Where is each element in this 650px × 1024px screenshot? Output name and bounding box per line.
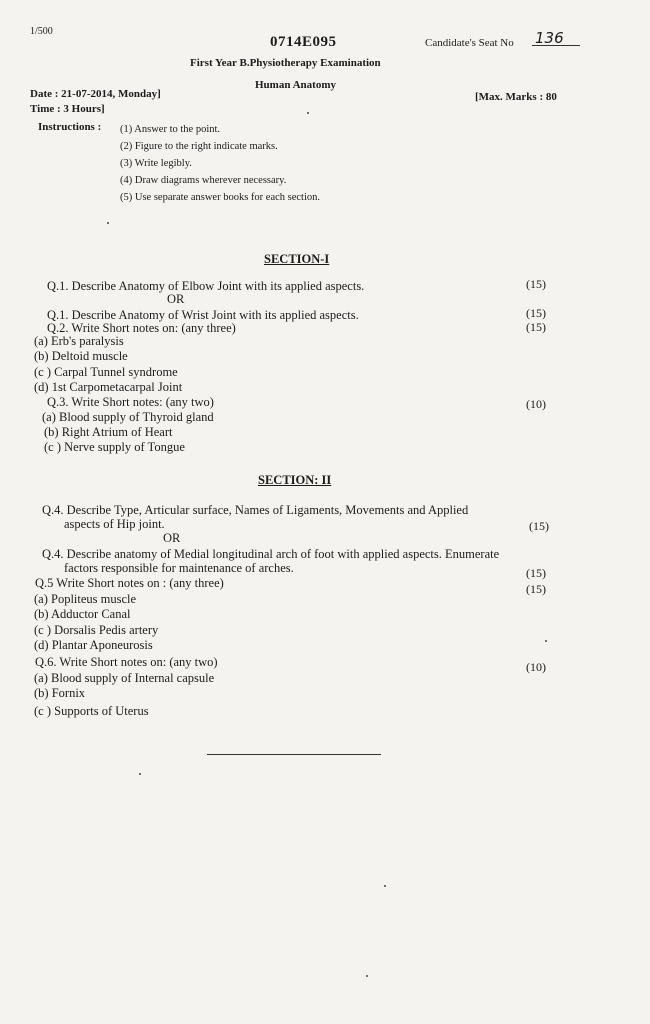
question-subitem: (a) Blood supply of Thyroid gland	[42, 410, 214, 424]
scan-speck	[107, 222, 109, 224]
end-rule	[207, 754, 381, 755]
page-number: 1/500	[30, 26, 53, 37]
instruction-item: (2) Figure to the right indicate marks.	[120, 141, 278, 152]
question-line: Q.2. Write Short notes on: (any three)	[47, 321, 236, 335]
question-subitem: (b) Right Atrium of Heart	[44, 425, 173, 439]
seat-number: 136	[535, 29, 564, 47]
question-subitem: (c ) Dorsalis Pedis artery	[34, 623, 159, 637]
scan-speck	[545, 640, 547, 642]
question-marks: (15)	[526, 566, 546, 580]
question-subitem: (b) Fornix	[34, 686, 86, 700]
instruction-item: (3) Write legibly.	[120, 158, 192, 169]
section-2-title: SECTION: II	[258, 473, 332, 487]
question-line: factors responsible for maintenance of arches.	[64, 561, 294, 575]
instruction-item: (1) Answer to the point.	[120, 124, 221, 135]
question-subitem: (b) Deltoid muscle	[34, 349, 128, 363]
question-marks: (10)	[526, 397, 546, 411]
question-subitem: (d) Plantar Aponeurosis	[34, 638, 153, 652]
seat-label: Candidate's Seat No	[425, 37, 514, 49]
exam-time: Time : 3 Hours]	[30, 103, 105, 115]
question-subitem: (b) Adductor Canal	[34, 607, 131, 621]
exam-date: Date : 21-07-2014, Monday]	[30, 88, 161, 100]
question-subitem: (c ) Nerve supply of Tongue	[44, 440, 185, 454]
question-subitem: (a) Erb's paralysis	[34, 334, 124, 348]
question-line: Q.4. Describe Type, Articular surface, Names of Ligaments, Movements and Applied	[42, 503, 469, 517]
instruction-item: (5) Use separate answer books for each section.	[120, 192, 321, 203]
instruction-item: (4) Draw diagrams wherever necessary.	[120, 175, 287, 186]
question-marks: (15)	[526, 277, 546, 291]
scan-speck	[307, 112, 309, 114]
seat-underline	[532, 45, 580, 46]
question-marks: (15)	[526, 306, 546, 320]
question-subitem: (a) Popliteus muscle	[34, 592, 137, 606]
scan-speck	[139, 773, 141, 775]
scan-speck	[366, 975, 368, 977]
question-marks: (15)	[529, 519, 549, 533]
question-line: Q.5 Write Short notes on : (any three)	[35, 576, 224, 590]
paper-code: 0714E095	[270, 34, 337, 50]
exam-title: First Year B.Physiotherapy Examination	[190, 57, 381, 69]
question-line: Q.1. Describe Anatomy of Wrist Joint with its applied aspects.	[47, 308, 359, 322]
scan-speck	[384, 885, 386, 887]
or-separator: OR	[167, 292, 185, 306]
question-subitem: (c ) Carpal Tunnel syndrome	[34, 365, 178, 379]
max-marks: [Max. Marks : 80	[475, 91, 557, 103]
question-line: Q.4. Describe anatomy of Medial longitudinal arch of foot with applied aspects. Enumerate	[42, 547, 500, 561]
subject-title: Human Anatomy	[255, 79, 336, 91]
question-line: aspects of Hip joint.	[64, 517, 165, 531]
question-line: Q.1. Describe Anatomy of Elbow Joint with its applied aspects.	[47, 279, 365, 293]
question-marks: (10)	[526, 660, 546, 674]
question-marks: (15)	[526, 320, 546, 334]
question-subitem: (a) Blood supply of Internal capsule	[34, 671, 215, 685]
or-separator: OR	[163, 531, 181, 545]
question-line: Q.3. Write Short notes: (any two)	[47, 395, 214, 409]
question-subitem: (c ) Supports of Uterus	[34, 704, 149, 718]
question-marks: (15)	[526, 582, 546, 596]
question-line: Q.6. Write Short notes on: (any two)	[35, 655, 218, 669]
question-subitem: (d) 1st Carpometacarpal Joint	[34, 380, 183, 394]
instructions-label: Instructions :	[38, 121, 102, 133]
section-1-title: SECTION-I	[264, 252, 330, 266]
